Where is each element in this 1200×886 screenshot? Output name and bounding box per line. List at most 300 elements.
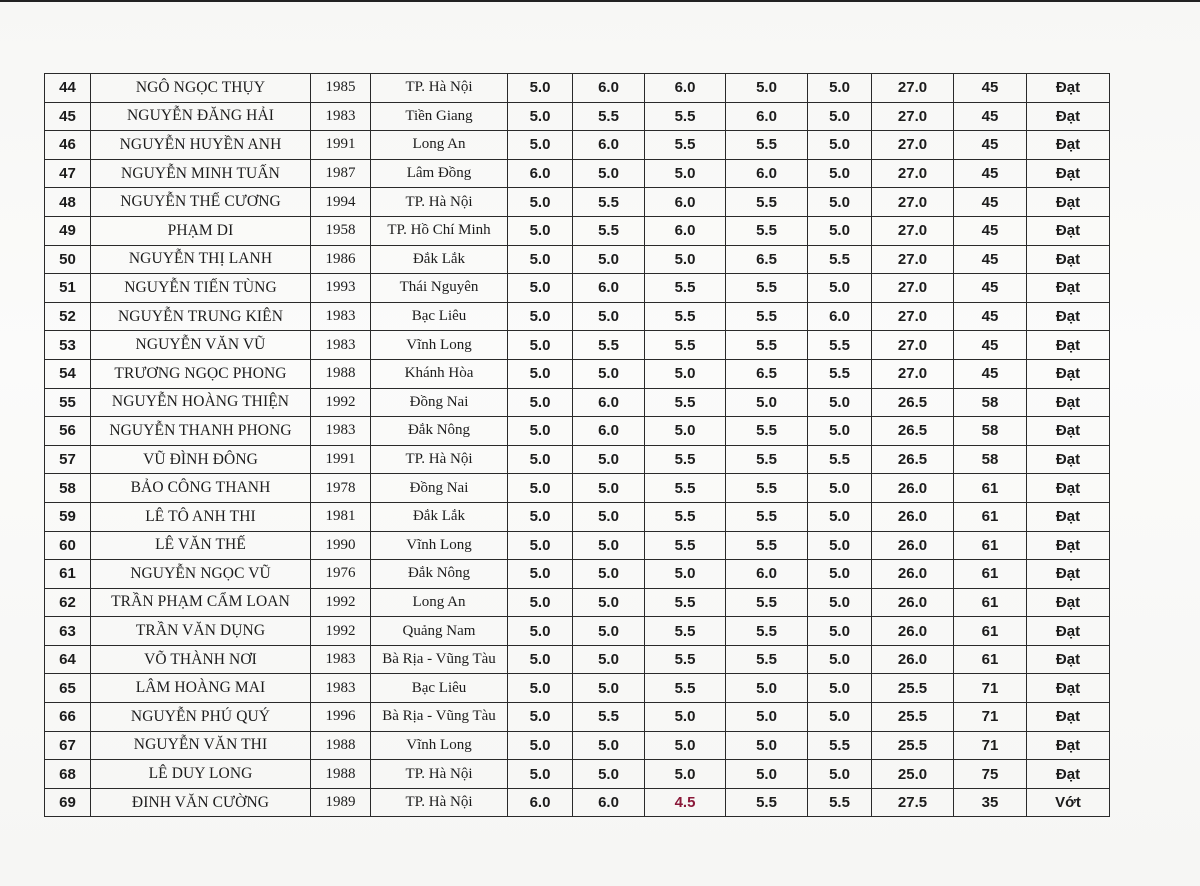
result-cell: Đạt	[1027, 274, 1110, 303]
total-score-cell: 25.0	[872, 760, 954, 789]
table-row	[45, 731, 1110, 760]
row-number-cell: 57	[45, 445, 91, 474]
score-2-cell: 5.0	[573, 531, 645, 560]
result-cell: Đạt	[1027, 645, 1110, 674]
score-5-cell: 5.0	[808, 560, 872, 589]
table-row	[45, 74, 1110, 103]
score-3-cell: 5.5	[645, 131, 726, 160]
total-score-cell: 25.5	[872, 731, 954, 760]
table-row	[45, 645, 1110, 674]
candidate-name-cell: NGUYỄN PHÚ QUÝ	[91, 703, 311, 732]
birth-year-cell: 1978	[311, 474, 371, 503]
result-cell: Đạt	[1027, 531, 1110, 560]
row-number-cell: 52	[45, 302, 91, 331]
total-score-cell: 25.5	[872, 703, 954, 732]
total-score-cell: 27.0	[872, 102, 954, 131]
province-cell: Thái Nguyên	[371, 274, 508, 303]
score-2-cell: 5.0	[573, 359, 645, 388]
rank-cell: 45	[954, 331, 1027, 360]
row-number-cell: 64	[45, 645, 91, 674]
birth-year-cell: 1983	[311, 674, 371, 703]
score-5-cell: 5.0	[808, 102, 872, 131]
score-4-cell: 5.0	[726, 731, 808, 760]
score-2-cell: 6.0	[573, 388, 645, 417]
table-row	[45, 588, 1110, 617]
birth-year-cell: 1992	[311, 588, 371, 617]
score-4-cell: 5.5	[726, 474, 808, 503]
row-number-cell: 47	[45, 159, 91, 188]
birth-year-cell: 1985	[311, 74, 371, 103]
total-score-cell: 27.0	[872, 159, 954, 188]
result-cell: Đạt	[1027, 502, 1110, 531]
score-2-cell: 5.0	[573, 731, 645, 760]
row-number-cell: 68	[45, 760, 91, 789]
score-2-cell: 6.0	[573, 131, 645, 160]
score-2-cell: 6.0	[573, 417, 645, 446]
score-5-cell: 5.0	[808, 617, 872, 646]
score-5-cell: 5.0	[808, 274, 872, 303]
birth-year-cell: 1991	[311, 131, 371, 160]
table-row	[45, 388, 1110, 417]
total-score-cell: 26.0	[872, 617, 954, 646]
birth-year-cell: 1976	[311, 560, 371, 589]
table-body	[45, 74, 1110, 817]
total-score-cell: 26.0	[872, 645, 954, 674]
total-score-cell: 26.5	[872, 417, 954, 446]
score-4-cell: 5.5	[726, 302, 808, 331]
candidate-name-cell: PHẠM DI	[91, 216, 311, 245]
birth-year-cell: 1989	[311, 788, 371, 817]
table-row	[45, 703, 1110, 732]
score-5-cell: 6.0	[808, 302, 872, 331]
candidate-name-cell: NGUYỄN THANH PHONG	[91, 417, 311, 446]
rank-cell: 45	[954, 102, 1027, 131]
table-row	[45, 245, 1110, 274]
score-3-cell: 5.5	[645, 617, 726, 646]
candidate-name-cell: NGUYỄN NGỌC VŨ	[91, 560, 311, 589]
total-score-cell: 26.0	[872, 588, 954, 617]
row-number-cell: 46	[45, 131, 91, 160]
score-3-cell: 5.0	[645, 760, 726, 789]
candidate-name-cell: NGUYỄN THẾ CƯƠNG	[91, 188, 311, 217]
score-2-cell: 5.0	[573, 560, 645, 589]
score-4-cell: 5.5	[726, 274, 808, 303]
province-cell: Đồng Nai	[371, 474, 508, 503]
row-number-cell: 48	[45, 188, 91, 217]
total-score-cell: 26.5	[872, 445, 954, 474]
row-number-cell: 63	[45, 617, 91, 646]
score-3-cell: 5.0	[645, 245, 726, 274]
candidate-name-cell: NGUYỄN VĂN THI	[91, 731, 311, 760]
birth-year-cell: 1994	[311, 188, 371, 217]
table-row	[45, 131, 1110, 160]
rank-cell: 61	[954, 588, 1027, 617]
score-5-cell: 5.0	[808, 531, 872, 560]
province-cell: Đắk Lắk	[371, 245, 508, 274]
table-row	[45, 617, 1110, 646]
score-4-cell: 5.0	[726, 674, 808, 703]
result-cell: Đạt	[1027, 331, 1110, 360]
birth-year-cell: 1996	[311, 703, 371, 732]
total-score-cell: 27.0	[872, 131, 954, 160]
row-number-cell: 45	[45, 102, 91, 131]
table-row	[45, 474, 1110, 503]
rank-cell: 45	[954, 188, 1027, 217]
score-1-cell: 5.0	[508, 731, 573, 760]
candidate-name-cell: TRƯƠNG NGỌC PHONG	[91, 359, 311, 388]
total-score-cell: 26.0	[872, 474, 954, 503]
score-3-cell: 5.5	[645, 274, 726, 303]
rank-cell: 61	[954, 531, 1027, 560]
score-4-cell: 5.5	[726, 188, 808, 217]
score-5-cell: 5.0	[808, 588, 872, 617]
result-cell: Đạt	[1027, 216, 1110, 245]
rank-cell: 45	[954, 302, 1027, 331]
table-row	[45, 302, 1110, 331]
table-row	[45, 502, 1110, 531]
result-cell: Đạt	[1027, 188, 1110, 217]
score-5-cell: 5.0	[808, 760, 872, 789]
table-row	[45, 674, 1110, 703]
total-score-cell: 26.0	[872, 502, 954, 531]
score-3-cell: 5.5	[645, 102, 726, 131]
province-cell: Tiền Giang	[371, 102, 508, 131]
score-4-cell: 6.5	[726, 245, 808, 274]
total-score-cell: 26.5	[872, 388, 954, 417]
rank-cell: 45	[954, 216, 1027, 245]
score-5-cell: 5.0	[808, 74, 872, 103]
row-number-cell: 67	[45, 731, 91, 760]
result-cell: Đạt	[1027, 359, 1110, 388]
candidate-name-cell: LÊ VĂN THẾ	[91, 531, 311, 560]
table-row	[45, 274, 1110, 303]
result-cell: Đạt	[1027, 74, 1110, 103]
candidate-name-cell: LÂM HOÀNG MAI	[91, 674, 311, 703]
rank-cell: 58	[954, 388, 1027, 417]
score-1-cell: 5.0	[508, 445, 573, 474]
score-3-cell: 6.0	[645, 216, 726, 245]
score-3-cell: 6.0	[645, 188, 726, 217]
score-4-cell: 6.5	[726, 359, 808, 388]
score-1-cell: 6.0	[508, 159, 573, 188]
total-score-cell: 27.0	[872, 188, 954, 217]
result-cell: Đạt	[1027, 760, 1110, 789]
row-number-cell: 55	[45, 388, 91, 417]
result-cell: Đạt	[1027, 474, 1110, 503]
rank-cell: 35	[954, 788, 1027, 817]
score-5-cell: 5.5	[808, 245, 872, 274]
score-2-cell: 5.0	[573, 159, 645, 188]
score-3-cell: 6.0	[645, 74, 726, 103]
score-5-cell: 5.5	[808, 331, 872, 360]
score-5-cell: 5.0	[808, 674, 872, 703]
score-1-cell: 5.0	[508, 359, 573, 388]
rank-cell: 61	[954, 502, 1027, 531]
score-3-cell: 5.5	[645, 474, 726, 503]
table-row	[45, 531, 1110, 560]
candidate-name-cell: NGUYỄN VĂN VŨ	[91, 331, 311, 360]
score-2-cell: 5.0	[573, 245, 645, 274]
birth-year-cell: 1983	[311, 331, 371, 360]
score-4-cell: 5.5	[726, 417, 808, 446]
table-row	[45, 560, 1110, 589]
province-cell: Long An	[371, 588, 508, 617]
score-1-cell: 5.0	[508, 388, 573, 417]
table-row	[45, 417, 1110, 446]
table-row	[45, 760, 1110, 789]
score-2-cell: 5.5	[573, 102, 645, 131]
result-cell: Vớt	[1027, 788, 1110, 817]
birth-year-cell: 1992	[311, 617, 371, 646]
score-2-cell: 6.0	[573, 788, 645, 817]
birth-year-cell: 1991	[311, 445, 371, 474]
score-4-cell: 5.5	[726, 445, 808, 474]
score-2-cell: 5.0	[573, 502, 645, 531]
candidate-name-cell: NGUYỄN MINH TUẤN	[91, 159, 311, 188]
score-3-cell: 5.5	[645, 302, 726, 331]
rank-cell: 58	[954, 445, 1027, 474]
birth-year-cell: 1958	[311, 216, 371, 245]
score-1-cell: 5.0	[508, 131, 573, 160]
score-3-cell: 5.0	[645, 359, 726, 388]
score-3-cell: 5.5	[645, 331, 726, 360]
total-score-cell: 27.0	[872, 216, 954, 245]
result-cell: Đạt	[1027, 388, 1110, 417]
score-1-cell: 5.0	[508, 760, 573, 789]
row-number-cell: 54	[45, 359, 91, 388]
score-3-cell: 5.5	[645, 531, 726, 560]
score-2-cell: 6.0	[573, 74, 645, 103]
birth-year-cell: 1983	[311, 102, 371, 131]
row-number-cell: 60	[45, 531, 91, 560]
candidate-name-cell: NGUYỄN ĐĂNG HẢI	[91, 102, 311, 131]
province-cell: Đắk Nông	[371, 560, 508, 589]
score-2-cell: 5.5	[573, 703, 645, 732]
score-2-cell: 5.0	[573, 645, 645, 674]
rank-cell: 71	[954, 674, 1027, 703]
score-2-cell: 5.5	[573, 331, 645, 360]
province-cell: TP. Hà Nội	[371, 188, 508, 217]
score-3-cell: 4.5	[645, 788, 726, 817]
birth-year-cell: 1983	[311, 302, 371, 331]
result-cell: Đạt	[1027, 159, 1110, 188]
total-score-cell: 27.5	[872, 788, 954, 817]
result-cell: Đạt	[1027, 445, 1110, 474]
candidate-name-cell: NGUYỄN HOÀNG THIỆN	[91, 388, 311, 417]
province-cell: Bạc Liêu	[371, 674, 508, 703]
score-3-cell: 5.5	[645, 388, 726, 417]
row-number-cell: 61	[45, 560, 91, 589]
candidate-name-cell: NGUYỄN TRUNG KIÊN	[91, 302, 311, 331]
candidate-name-cell: BẢO CÔNG THANH	[91, 474, 311, 503]
rank-cell: 45	[954, 245, 1027, 274]
score-1-cell: 5.0	[508, 245, 573, 274]
row-number-cell: 50	[45, 245, 91, 274]
province-cell: Bà Rịa - Vũng Tàu	[371, 645, 508, 674]
score-3-cell: 5.5	[645, 445, 726, 474]
province-cell: Đồng Nai	[371, 388, 508, 417]
result-cell: Đạt	[1027, 703, 1110, 732]
total-score-cell: 27.0	[872, 245, 954, 274]
score-5-cell: 5.0	[808, 159, 872, 188]
table-row	[45, 159, 1110, 188]
score-5-cell: 5.0	[808, 474, 872, 503]
score-4-cell: 6.0	[726, 159, 808, 188]
rank-cell: 71	[954, 703, 1027, 732]
rank-cell: 45	[954, 274, 1027, 303]
score-3-cell: 5.0	[645, 703, 726, 732]
row-number-cell: 59	[45, 502, 91, 531]
score-2-cell: 5.0	[573, 617, 645, 646]
score-2-cell: 5.0	[573, 588, 645, 617]
score-1-cell: 5.0	[508, 474, 573, 503]
score-2-cell: 5.0	[573, 302, 645, 331]
candidate-name-cell: TRẦN PHẠM CẨM LOAN	[91, 588, 311, 617]
score-5-cell: 5.0	[808, 388, 872, 417]
result-cell: Đạt	[1027, 588, 1110, 617]
result-cell: Đạt	[1027, 245, 1110, 274]
score-1-cell: 5.0	[508, 674, 573, 703]
score-1-cell: 5.0	[508, 74, 573, 103]
score-3-cell: 5.5	[645, 674, 726, 703]
province-cell: TP. Hồ Chí Minh	[371, 216, 508, 245]
rank-cell: 61	[954, 560, 1027, 589]
province-cell: Long An	[371, 131, 508, 160]
score-5-cell: 5.0	[808, 417, 872, 446]
score-2-cell: 5.5	[573, 188, 645, 217]
rank-cell: 45	[954, 159, 1027, 188]
score-1-cell: 6.0	[508, 788, 573, 817]
score-2-cell: 5.0	[573, 674, 645, 703]
result-cell: Đạt	[1027, 674, 1110, 703]
province-cell: TP. Hà Nội	[371, 760, 508, 789]
rank-cell: 75	[954, 760, 1027, 789]
birth-year-cell: 1992	[311, 388, 371, 417]
candidate-name-cell: NGUYỄN TIẾN TÙNG	[91, 274, 311, 303]
rank-cell: 58	[954, 417, 1027, 446]
birth-year-cell: 1990	[311, 531, 371, 560]
total-score-cell: 27.0	[872, 331, 954, 360]
score-4-cell: 5.5	[726, 645, 808, 674]
score-3-cell: 5.0	[645, 417, 726, 446]
row-number-cell: 53	[45, 331, 91, 360]
rank-cell: 45	[954, 359, 1027, 388]
province-cell: TP. Hà Nội	[371, 74, 508, 103]
row-number-cell: 49	[45, 216, 91, 245]
province-cell: Đắk Nông	[371, 417, 508, 446]
score-1-cell: 5.0	[508, 588, 573, 617]
candidate-name-cell: NGUYỄN THỊ LANH	[91, 245, 311, 274]
result-cell: Đạt	[1027, 131, 1110, 160]
score-1-cell: 5.0	[508, 102, 573, 131]
rank-cell: 61	[954, 645, 1027, 674]
total-score-cell: 27.0	[872, 302, 954, 331]
total-score-cell: 25.5	[872, 674, 954, 703]
candidate-name-cell: ĐINH VĂN CƯỜNG	[91, 788, 311, 817]
rank-cell: 45	[954, 74, 1027, 103]
score-1-cell: 5.0	[508, 502, 573, 531]
score-4-cell: 5.5	[726, 617, 808, 646]
score-3-cell: 5.0	[645, 731, 726, 760]
row-number-cell: 51	[45, 274, 91, 303]
row-number-cell: 66	[45, 703, 91, 732]
score-1-cell: 5.0	[508, 331, 573, 360]
province-cell: Bạc Liêu	[371, 302, 508, 331]
total-score-cell: 27.0	[872, 74, 954, 103]
score-5-cell: 5.5	[808, 359, 872, 388]
score-1-cell: 5.0	[508, 703, 573, 732]
score-1-cell: 5.0	[508, 417, 573, 446]
score-4-cell: 6.0	[726, 102, 808, 131]
result-cell: Đạt	[1027, 617, 1110, 646]
score-5-cell: 5.5	[808, 788, 872, 817]
score-5-cell: 5.0	[808, 216, 872, 245]
birth-year-cell: 1987	[311, 159, 371, 188]
birth-year-cell: 1988	[311, 731, 371, 760]
rank-cell: 71	[954, 731, 1027, 760]
rank-cell: 45	[954, 131, 1027, 160]
province-cell: TP. Hà Nội	[371, 788, 508, 817]
row-number-cell: 44	[45, 74, 91, 103]
rank-cell: 61	[954, 474, 1027, 503]
top-border-line	[0, 0, 1200, 2]
candidate-name-cell: LÊ DUY LONG	[91, 760, 311, 789]
score-2-cell: 6.0	[573, 274, 645, 303]
score-2-cell: 5.5	[573, 216, 645, 245]
row-number-cell: 65	[45, 674, 91, 703]
score-1-cell: 5.0	[508, 188, 573, 217]
province-cell: Vĩnh Long	[371, 331, 508, 360]
birth-year-cell: 1983	[311, 417, 371, 446]
score-1-cell: 5.0	[508, 560, 573, 589]
score-2-cell: 5.0	[573, 760, 645, 789]
score-3-cell: 5.0	[645, 560, 726, 589]
score-5-cell: 5.5	[808, 445, 872, 474]
score-4-cell: 5.0	[726, 703, 808, 732]
score-1-cell: 5.0	[508, 302, 573, 331]
score-4-cell: 5.5	[726, 588, 808, 617]
table-row	[45, 216, 1110, 245]
results-table	[44, 73, 1110, 817]
province-cell: TP. Hà Nội	[371, 445, 508, 474]
row-number-cell: 62	[45, 588, 91, 617]
result-cell: Đạt	[1027, 731, 1110, 760]
birth-year-cell: 1993	[311, 274, 371, 303]
birth-year-cell: 1988	[311, 760, 371, 789]
score-4-cell: 5.5	[726, 502, 808, 531]
score-3-cell: 5.5	[645, 588, 726, 617]
total-score-cell: 26.0	[872, 531, 954, 560]
total-score-cell: 26.0	[872, 560, 954, 589]
score-4-cell: 5.0	[726, 74, 808, 103]
province-cell: Vĩnh Long	[371, 531, 508, 560]
table-row	[45, 102, 1110, 131]
candidate-name-cell: NGÔ NGỌC THỤY	[91, 74, 311, 103]
birth-year-cell: 1983	[311, 645, 371, 674]
rank-cell: 61	[954, 617, 1027, 646]
result-cell: Đạt	[1027, 102, 1110, 131]
score-4-cell: 5.0	[726, 388, 808, 417]
score-1-cell: 5.0	[508, 274, 573, 303]
score-4-cell: 5.0	[726, 760, 808, 789]
score-4-cell: 5.5	[726, 788, 808, 817]
score-4-cell: 5.5	[726, 331, 808, 360]
score-5-cell: 5.5	[808, 731, 872, 760]
table-row	[45, 445, 1110, 474]
province-cell: Quảng Nam	[371, 617, 508, 646]
province-cell: Bà Rịa - Vũng Tàu	[371, 703, 508, 732]
province-cell: Đắk Lắk	[371, 502, 508, 531]
